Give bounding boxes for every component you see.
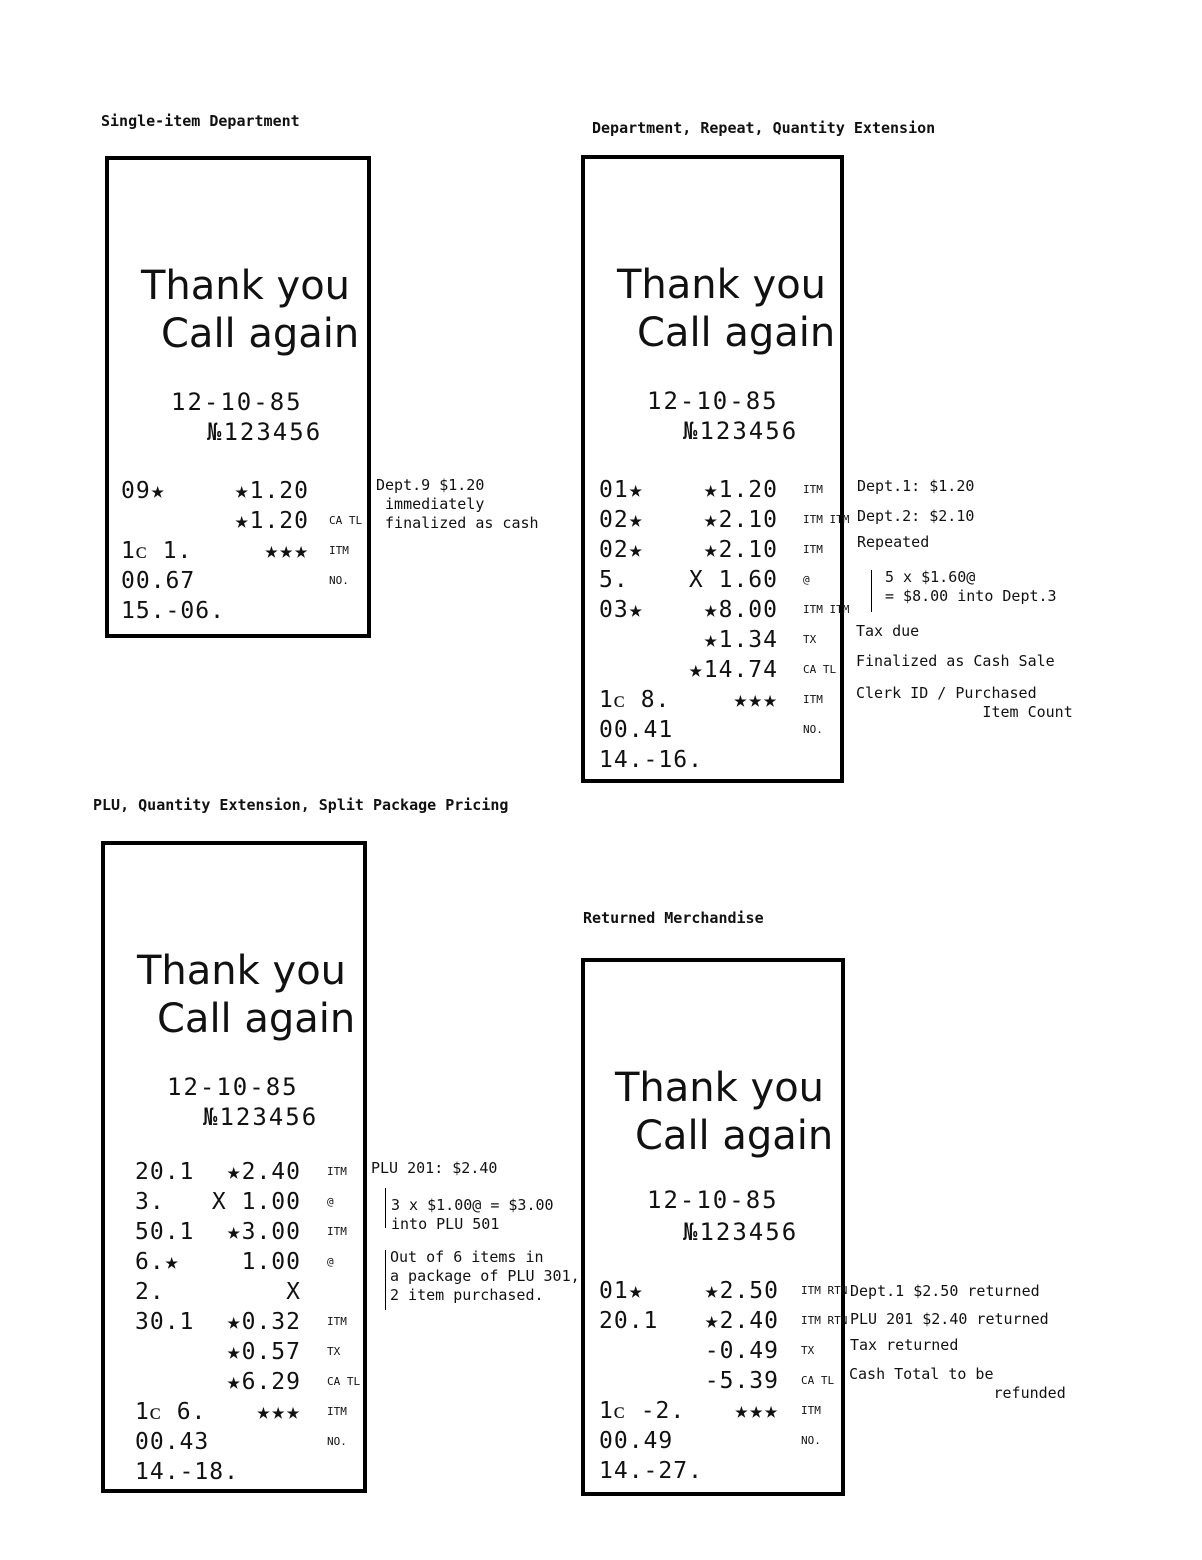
- receipt-serial: №123456: [683, 1218, 799, 1246]
- greeting-line1: Thank you: [617, 262, 827, 308]
- line-left-text: 00.49: [599, 1428, 674, 1454]
- line-left-text: 30.1: [135, 1309, 195, 1335]
- line-amount: ★2.40: [226, 1159, 301, 1185]
- note-plu-qty: 3 x $1.00@ = $3.00 into PLU 501: [391, 1196, 554, 1233]
- line-code: ITM: [327, 1315, 347, 1328]
- note-clerk-id: Clerk ID / Purchased Item Count: [856, 684, 1073, 721]
- line-left-text: 3.: [135, 1189, 165, 1215]
- line-code: TX: [801, 1344, 815, 1357]
- line-left-text: 1ᴄ 1.: [121, 538, 193, 564]
- note-dept2: Dept.2: $2.10: [857, 507, 975, 525]
- line-amount: X: [286, 1279, 301, 1305]
- receipt-serial: №123456: [203, 1103, 319, 1131]
- line-amount: ★★★: [733, 687, 778, 713]
- line-code: @: [803, 573, 810, 586]
- line-left-text: 1ᴄ -2.: [599, 1398, 686, 1424]
- line-code: ITM: [327, 1405, 347, 1418]
- line-amount: ★8.00: [703, 597, 778, 623]
- line-code: CA TL: [801, 1374, 835, 1387]
- line-code: ITM: [801, 1404, 821, 1417]
- line-amount: ★1.20: [703, 477, 778, 503]
- line-code: NO.: [801, 1434, 821, 1447]
- note-plu201: PLU 201: $2.40: [371, 1159, 498, 1177]
- line-code: ITM: [803, 693, 823, 706]
- note-tax-due: Tax due: [856, 622, 920, 640]
- heading-returned: Returned Merchandise: [583, 909, 764, 927]
- receipt-serial: №123456: [207, 418, 323, 446]
- receipt-serial: №123456: [683, 417, 799, 445]
- line-code: ITM: [803, 543, 823, 556]
- note-split-package: Out of 6 items in a package of PLU 301, 2 item purchased.: [390, 1248, 580, 1304]
- greeting-line2: Call again: [637, 310, 836, 356]
- receipt-date: 12-10-85: [647, 387, 779, 415]
- line-code: CA TL: [329, 514, 363, 527]
- line-code: @: [327, 1195, 334, 1208]
- line-code: @: [327, 1255, 334, 1268]
- line-amount: ★3.00: [226, 1219, 301, 1245]
- note-dept1: Dept.1: $1.20: [857, 477, 975, 495]
- receipt-plu: [101, 841, 367, 1493]
- line-amount: ★2.50: [704, 1278, 779, 1304]
- heading-plu: PLU, Quantity Extension, Split Package Pricing: [93, 796, 509, 814]
- receipt-returned: [581, 958, 848, 1496]
- bracket-plu-qty: [385, 1188, 386, 1228]
- note-single-dept9: Dept.9 $1.20 immediately finalized as cash: [376, 476, 539, 532]
- line-left-text: 1ᴄ 8.: [599, 687, 671, 713]
- line-left-text: 2.: [135, 1279, 165, 1305]
- greeting-line1: Thank you: [615, 1065, 825, 1111]
- line-left-text: 01★: [599, 1278, 644, 1304]
- line-left-text: 02★: [599, 507, 644, 533]
- line-amount: ★0.32: [226, 1309, 301, 1335]
- heading-department-repeat: Department, Repeat, Quantity Extension: [592, 119, 936, 137]
- line-code: ITM: [329, 544, 349, 557]
- line-code: ITM: [327, 1165, 347, 1178]
- note-finalized-cash: Finalized as Cash Sale: [856, 652, 1055, 670]
- line-left-text: 20.1: [135, 1159, 195, 1185]
- line-amount: ★1.20: [234, 478, 309, 504]
- line-code: TX: [803, 633, 817, 646]
- receipt-date: 12-10-85: [171, 388, 303, 416]
- greeting-line1: Thank you: [141, 263, 351, 309]
- line-amount: -5.39: [704, 1368, 779, 1394]
- receipt-date: 12-10-85: [647, 1186, 779, 1214]
- line-amount: ★★★: [256, 1399, 301, 1425]
- line-left-text: 1ᴄ 6.: [135, 1399, 207, 1425]
- line-code: NO.: [327, 1435, 347, 1448]
- line-amount: ★6.29: [226, 1369, 301, 1395]
- line-amount: ★2.40: [704, 1308, 779, 1334]
- line-code: ITM RTN: [801, 1284, 848, 1297]
- line-code: ITM: [803, 483, 823, 496]
- receipt-date: 12-10-85: [167, 1073, 299, 1101]
- line-amount: ★1.20: [234, 508, 309, 534]
- line-left-text: 15.-06.: [121, 598, 225, 624]
- note-cash-refund: Cash Total to be refunded: [849, 1365, 1066, 1402]
- line-code: CA TL: [803, 663, 837, 676]
- line-left-text: 00.41: [599, 717, 674, 743]
- line-amount: X 1.00: [211, 1189, 301, 1215]
- line-left-text: 14.-18.: [135, 1459, 239, 1485]
- line-left-text: 01★: [599, 477, 644, 503]
- line-left-text: 5.: [599, 567, 629, 593]
- line-code: NO.: [329, 574, 349, 587]
- bracket-split-package: [385, 1250, 386, 1310]
- line-code: ITM ITM: [803, 513, 850, 526]
- line-left-text: 02★: [599, 537, 644, 563]
- note-repeated: Repeated: [857, 533, 930, 551]
- greeting-line2: Call again: [157, 996, 356, 1042]
- line-amount: ★★★: [264, 538, 309, 564]
- greeting-line1: Thank you: [137, 948, 347, 994]
- heading-single-item: Single-item Department: [101, 112, 300, 130]
- line-amount: ★1.34: [703, 627, 778, 653]
- line-code: ITM: [327, 1225, 347, 1238]
- line-amount: ★2.10: [703, 537, 778, 563]
- line-code: NO.: [803, 723, 823, 736]
- line-left-text: 00.67: [121, 568, 196, 594]
- note-tax-returned: Tax returned: [850, 1336, 959, 1354]
- line-left-text: 14.-27.: [599, 1458, 703, 1484]
- line-amount: ★14.74: [688, 657, 778, 683]
- receipt-department-repeat: [581, 155, 850, 783]
- line-amount: X 1.60: [688, 567, 778, 593]
- line-left-text: 20.1: [599, 1308, 659, 1334]
- line-left-text: 09★: [121, 478, 166, 504]
- note-qty-extension: 5 x $1.60@ = $8.00 into Dept.3: [885, 568, 1057, 605]
- line-left-text: 14.-16.: [599, 747, 703, 773]
- line-amount: -0.49: [704, 1338, 779, 1364]
- line-left-text: 6.★: [135, 1249, 180, 1275]
- line-left-text: 00.43: [135, 1429, 210, 1455]
- line-left-text: 03★: [599, 597, 644, 623]
- line-code: ITM RTN: [801, 1314, 848, 1327]
- bracket-qty-extension: [871, 570, 872, 612]
- note-dept1-returned: Dept.1 $2.50 returned: [850, 1282, 1040, 1300]
- line-code: CA TL: [327, 1375, 361, 1388]
- line-amount: ★★★: [734, 1398, 779, 1424]
- line-amount: 1.00: [241, 1249, 301, 1275]
- line-code: ITM ITM: [803, 603, 850, 616]
- line-code: TX: [327, 1345, 341, 1358]
- greeting-line2: Call again: [161, 311, 360, 357]
- note-plu201-returned: PLU 201 $2.40 returned: [850, 1310, 1049, 1328]
- line-amount: ★2.10: [703, 507, 778, 533]
- receipt-single-item: [105, 156, 371, 638]
- greeting-line2: Call again: [635, 1113, 834, 1159]
- line-left-text: 50.1: [135, 1219, 195, 1245]
- line-amount: ★0.57: [226, 1339, 301, 1365]
